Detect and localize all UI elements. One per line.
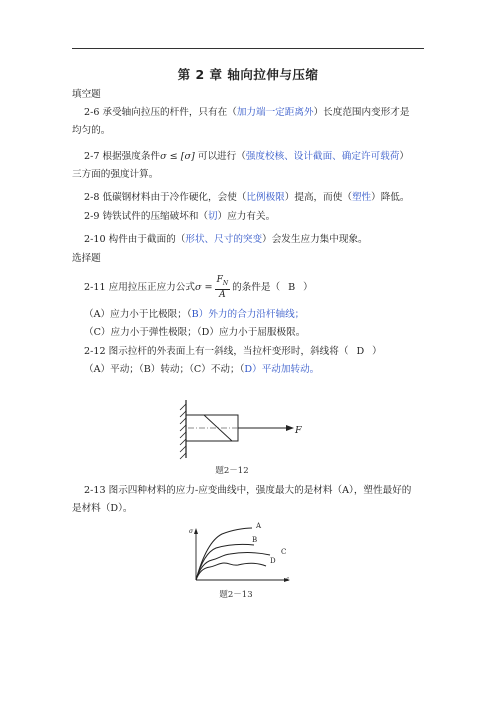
question-2-11: 2-11 应用拉压正应力公式σ = $\frac{F_N}{A}$ 的条件是（ B ） [84, 275, 313, 300]
stress-fraction: $\frac{F_N}{A}$ [216, 275, 229, 300]
section-heading-choice: 选择题 [72, 253, 101, 264]
force-label: F [295, 425, 302, 436]
option-line-2-11-ab: （A）应力小于比极限；（B）外力的合力沿杆轴线； [84, 309, 305, 320]
section-heading-fill: 填空题 [72, 89, 101, 100]
header-rule [72, 48, 424, 49]
question-2-6: 2-6 承受轴向拉压的杆件，只有在（加力端一定距离外）长度范围内变形才是 [84, 107, 410, 118]
question-2-13-cont: 是材料（D）。 [72, 503, 133, 514]
question-2-10: 2-10 构件由于截面的（形状、尺寸的突变）会发生应力集中现象。 [84, 234, 368, 245]
answer-2-11: B [288, 281, 296, 293]
question-2-6-cont: 均匀的。 [72, 125, 111, 136]
question-2-7: 2-7 根据强度条件σ ≤ [σ] 可以进行（强度校核、设计截面、确定许可载荷） [84, 151, 409, 162]
answer-2-7: 强度校核、设计截面、确定许可载荷 [245, 151, 400, 162]
answer-2-12: D [356, 346, 365, 357]
answer-2-9: 切 [208, 211, 218, 222]
option-b-2-11: ）外力的合力沿杆轴线； [198, 309, 305, 320]
figure-2-13-caption: 题2－13 [219, 590, 253, 600]
curve-c [196, 553, 270, 580]
figure-2-12-caption: 题2－12 [215, 466, 249, 476]
curve-label-a: A [256, 522, 262, 530]
figure-2-13-curves [186, 522, 296, 584]
question-2-8: 2-8 低碳钢材料由于冷作硬化，会使（比例极限）提高，而使（塑性）降低。 [84, 192, 410, 203]
epsilon-axis-label: ε [286, 576, 290, 583]
question-2-13: 2-13 图示四种材料的应力-应变曲线中，强度最大的是材料（A），塑性最好的 [84, 485, 412, 496]
curve-label-c: C [281, 548, 287, 556]
option-line-2-12: （A）平动；（B）转动；（C）不动；（D）平动加转动。 [84, 364, 320, 375]
sigma-symbol: σ = [194, 281, 213, 293]
question-2-9: 2-9 铸铁试件的压缩破坏和（切）应力有关。 [84, 211, 276, 222]
strength-formula: σ ≤ [σ] [160, 151, 195, 162]
curve-b [196, 544, 254, 580]
sigma-axis-label: σ [189, 528, 194, 535]
question-2-7-cont: 三方面的强度计算。 [72, 169, 159, 180]
option-d-2-12: ）平动加转动。 [252, 364, 320, 375]
option-line-2-11-cd: （C）应力小于弹性极限；（D）应力小于屈服极限。 [84, 327, 306, 338]
curve-label-b: B [252, 536, 258, 544]
answer-2-10: 形状、尺寸的突变 [185, 234, 263, 245]
curve-a [196, 528, 252, 580]
curve-d [196, 563, 266, 580]
question-2-12: 2-12 图示拉杆的外表面上有一斜线，当拉杆变形时，斜线将（ D ） [84, 346, 382, 357]
chapter-title: 第 2 章 轴向拉伸与压缩 [177, 67, 319, 82]
answer-2-6: 加力端一定距离外 [236, 107, 314, 118]
answer-2-8-a: 比例极限 [246, 192, 285, 203]
answer-2-8-b: 塑性 [351, 192, 372, 203]
curve-label-d: D [270, 557, 276, 565]
